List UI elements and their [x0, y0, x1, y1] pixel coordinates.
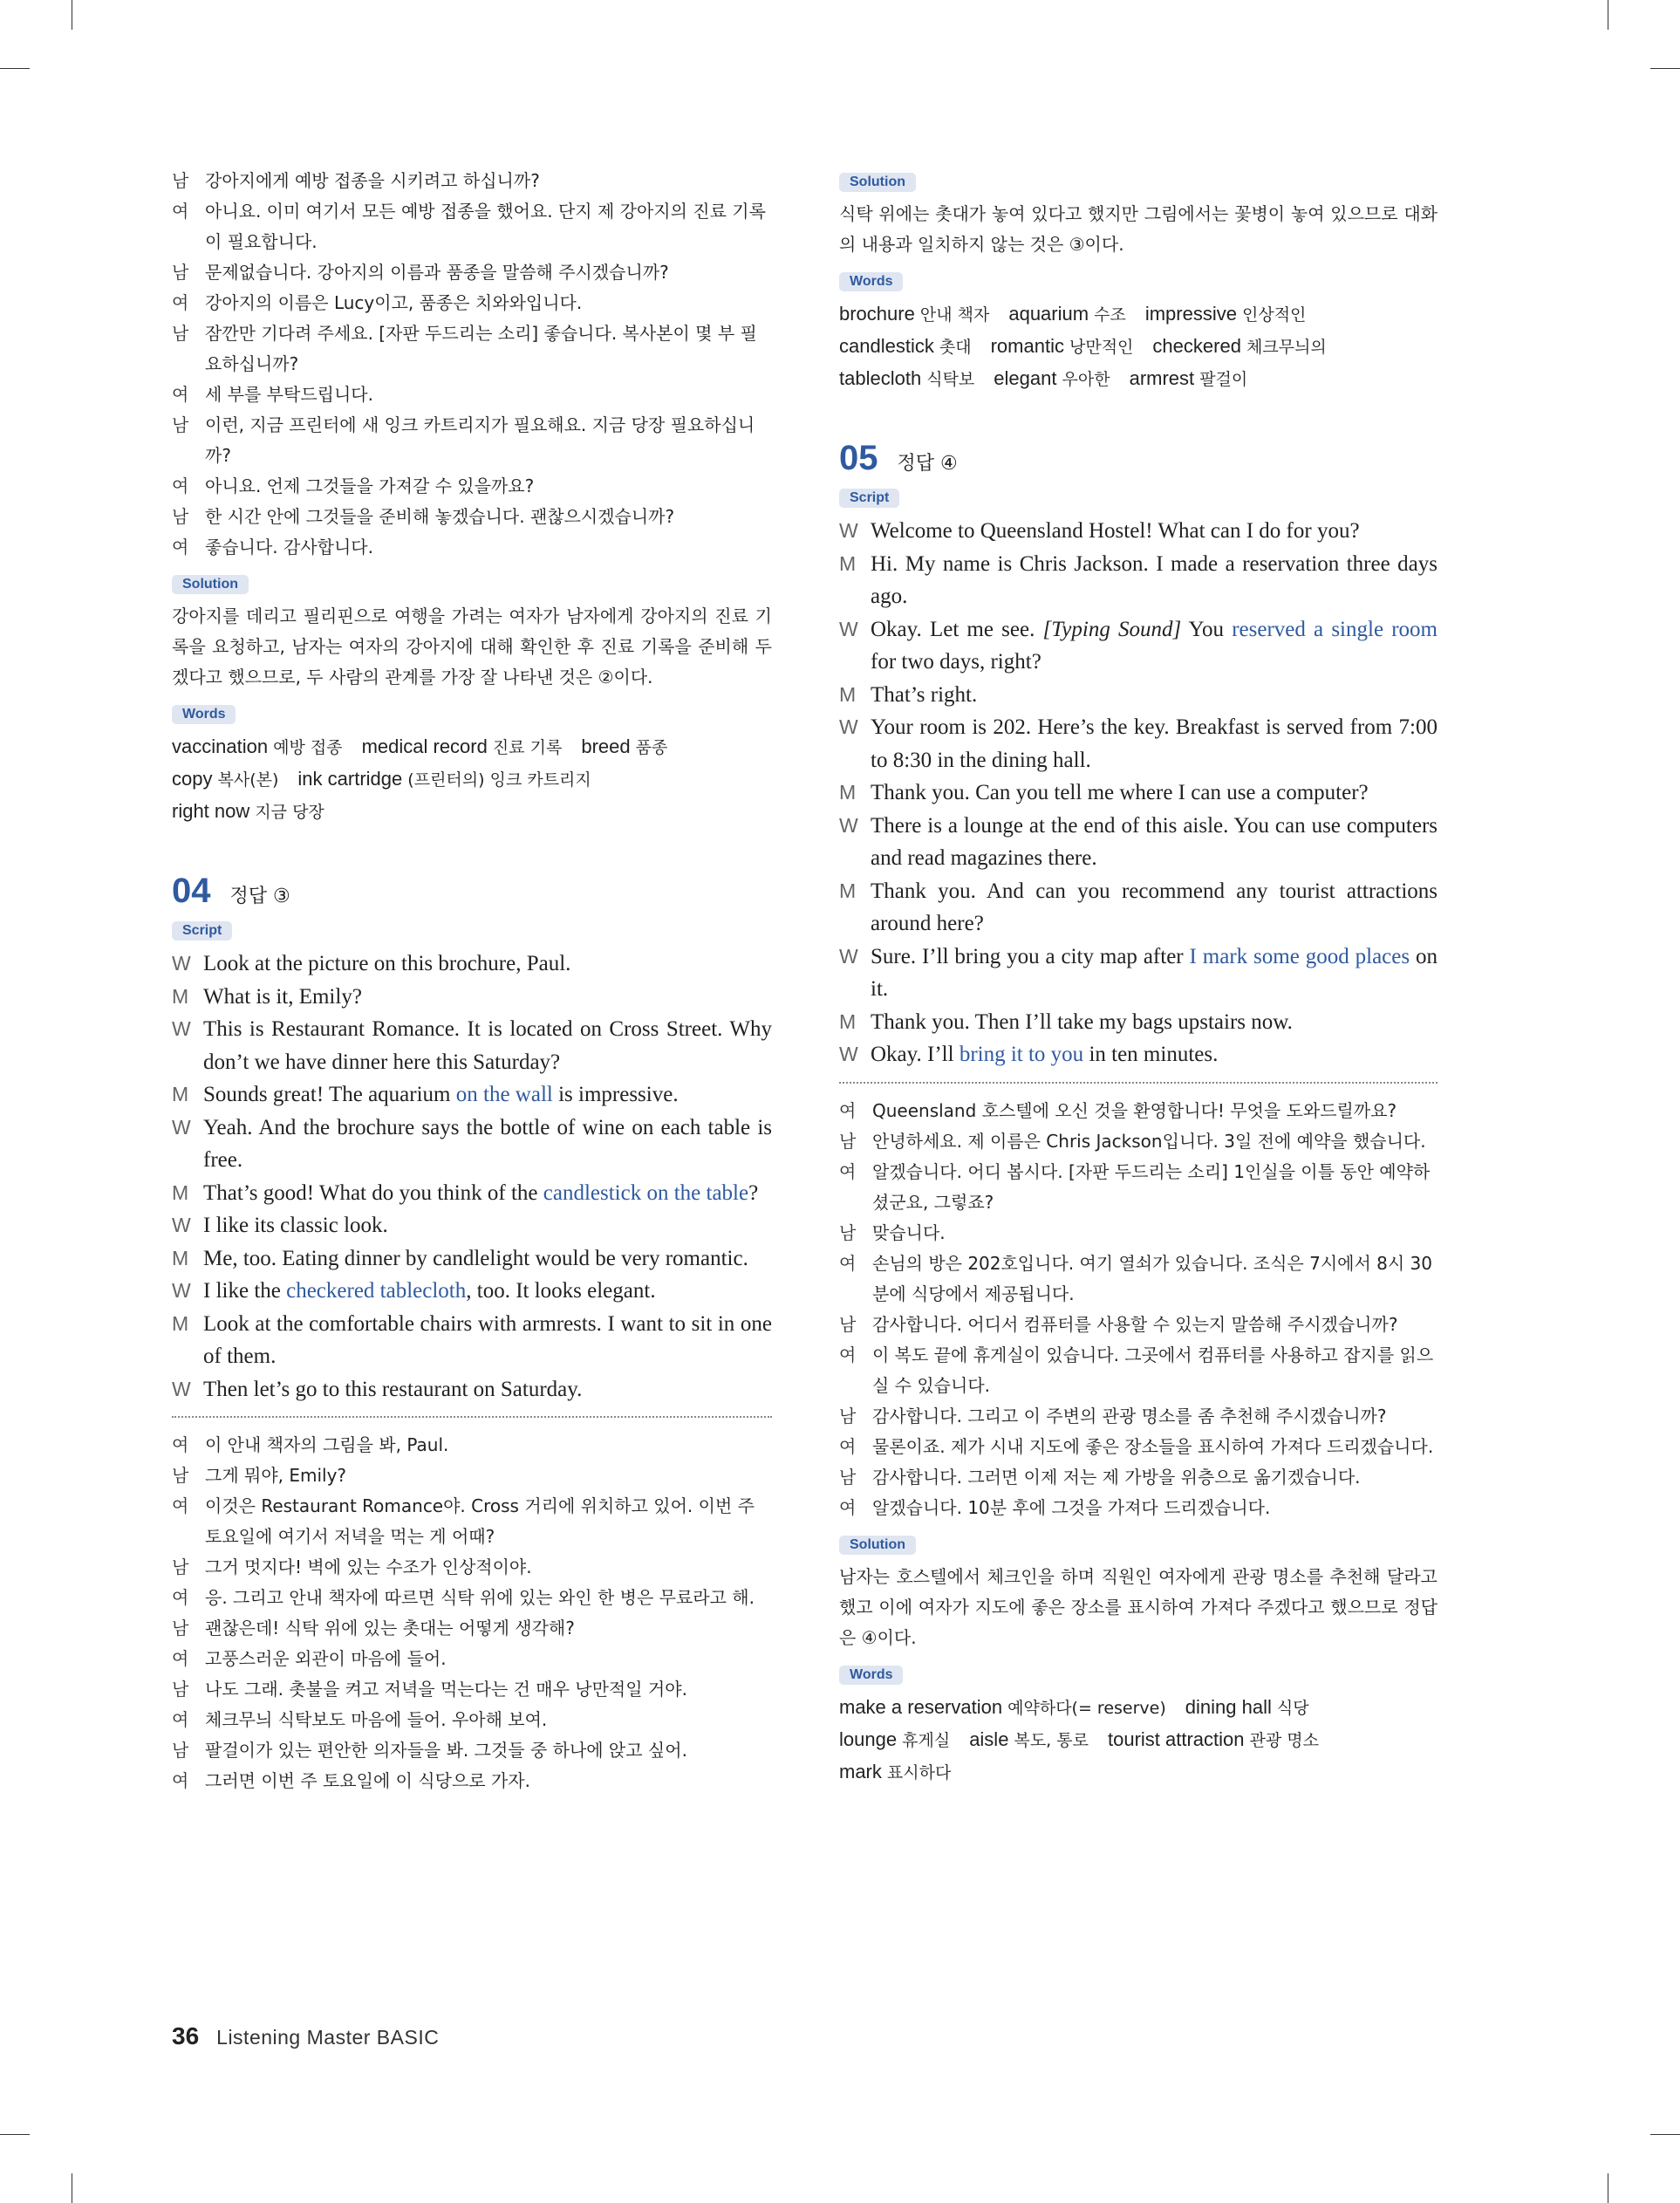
line-text: 물론이죠. 제가 시내 지도에 좋은 장소들을 표시하여 가져다 드리겠습니다. — [872, 1435, 1434, 1457]
line-text: 맞습니다. — [872, 1221, 946, 1243]
dialog-line — [172, 410, 772, 471]
word-korean: 진료 기록 — [487, 738, 563, 757]
line-text: Look at the comfortable chairs with armrests. I want to sit in one of them. — [203, 1311, 772, 1368]
crop-mark — [1650, 68, 1680, 69]
speaker-label: W — [839, 813, 858, 837]
speaker-label: M — [839, 879, 857, 902]
speaker-label: M — [839, 781, 857, 804]
line-text: Okay. Let me see. — [871, 617, 1043, 641]
speaker-label: M — [839, 551, 857, 575]
dialog-line — [172, 1430, 772, 1461]
line-text: 알겠습니다. 10분 후에 그것을 가져다 드리겠습니다. — [872, 1496, 1271, 1518]
line-text: 이 안내 책자의 그림을 봐, Paul. — [205, 1434, 449, 1455]
line-text: What is it, Emily? — [203, 984, 362, 1009]
speaker-label: 여 — [172, 384, 189, 405]
speaker-label: 여 — [839, 1160, 857, 1182]
dialog-line — [172, 1613, 772, 1644]
line-text: 한 시간 안에 그것들을 준비해 놓겠습니다. 괜찮으시겠습니까? — [205, 506, 675, 527]
line-text: 잠깐만 기다려 주세요. [자판 두드리는 소리] 좋습니다. 복사본이 몇 부 필요하십니까? — [205, 323, 757, 374]
dialog-line — [839, 1096, 1438, 1126]
word-korean: 인상적인 — [1236, 305, 1307, 325]
dialog-line — [172, 257, 772, 288]
dialog-line — [172, 532, 772, 563]
script-line — [172, 1242, 772, 1276]
word-korean: 팔걸이 — [1194, 370, 1248, 389]
line-text: I like the — [203, 1279, 287, 1303]
dialog-line — [839, 1157, 1438, 1218]
speaker-label: W — [172, 1017, 191, 1040]
speaker-label: 남 — [839, 1221, 857, 1243]
word-english: brochure — [839, 303, 915, 325]
word-korean: 낭만적인 — [1063, 338, 1134, 357]
word-english: tourist attraction — [1107, 1728, 1245, 1750]
line-text: 문제없습니다. 강아지의 이름과 품종을 말씀해 주시겠습니까? — [205, 262, 669, 283]
line-text: Thank you. And can you recommend any tourist attractions around here? — [871, 879, 1438, 935]
speaker-label: 여 — [172, 1434, 189, 1455]
line-text: That’s good! What do you think of the — [203, 1180, 543, 1205]
solution-text: 식탁 위에는 촛대가 놓여 있다고 했지만 그림에서는 꽃병이 놓여 있으므로 대화의 내용과 일치하지 않는 것은 ③이다. — [839, 203, 1438, 255]
highlighted-text: checkered tablecloth — [286, 1279, 467, 1303]
line-text: This is Restaurant Romance. It is located on Cross Street. Why don’t we have dinner here this Saturday? — [203, 1017, 772, 1074]
script-line — [172, 1112, 772, 1177]
speaker-label: W — [172, 952, 191, 975]
dialog-line — [172, 1583, 772, 1613]
line-text: That’s right. — [871, 682, 978, 707]
speaker-label: W — [172, 1214, 191, 1236]
line-text: 그러면 이번 주 토요일에 이 식당으로 가자. — [205, 1770, 530, 1791]
dialog-line — [839, 1310, 1438, 1340]
script-line — [172, 1013, 772, 1078]
highlighted-text: candlestick on the table — [543, 1180, 749, 1205]
dialog-line — [839, 1218, 1438, 1249]
line-text: 감사합니다. 그리고 이 주변의 관광 명소를 좀 추천해 주시겠습니까? — [872, 1405, 1387, 1426]
speaker-label: 남 — [172, 170, 189, 191]
words-line — [172, 796, 772, 828]
word-korean: (프린터의) 잉크 카트리지 — [402, 770, 591, 790]
word-english: tablecloth — [839, 367, 922, 389]
line-text: 나도 그래. 촛불을 켜고 저녁을 먹는다는 건 매우 낭만적일 거야. — [205, 1679, 687, 1700]
word-korean: 촛대 — [933, 338, 972, 357]
word-korean: 식탁보 — [921, 370, 975, 389]
page-number: 36 — [172, 2022, 200, 2049]
script-line — [172, 981, 772, 1014]
line-text: 좋습니다. 감사합니다. — [205, 537, 373, 558]
dialog-line — [839, 1401, 1438, 1432]
line-text: Sure. I’ll bring you a city map after — [871, 944, 1190, 968]
words-list — [839, 298, 1438, 395]
speaker-label: 남 — [839, 1313, 857, 1335]
word-english: medical record — [361, 735, 488, 757]
dialog-line — [839, 1493, 1438, 1523]
line-text: Okay. I’ll — [871, 1043, 960, 1066]
words-line — [172, 763, 772, 796]
line-text: Thank you. Then I’ll take my bags upstairs now. — [871, 1009, 1293, 1034]
english-script-04 — [172, 948, 772, 1406]
line-text: Then let’s go to this restaurant on Saturday. — [203, 1377, 583, 1401]
script-line — [172, 1373, 772, 1406]
solution-text: 남자는 호스텔에서 체크인을 하며 직원인 여자에게 관광 명소를 추천해 달라고 했고 이에 여자가 지도에 좋은 장소를 표시하여 가져다 주겠다고 했으므로 정답은 ④이다. — [839, 1565, 1438, 1648]
line-text: 강아지의 이름은 Lucy이고, 품종은 치와와입니다. — [205, 292, 583, 313]
line-text: 아니요. 언제 그것들을 가져갈 수 있을까요? — [205, 475, 535, 496]
word-english: impressive — [1144, 303, 1237, 325]
speaker-label: M — [172, 984, 189, 1008]
word-korean: 식당 — [1271, 1698, 1309, 1718]
line-text: , too. It looks elegant. — [466, 1279, 656, 1303]
speaker-label: 남 — [839, 1130, 857, 1152]
script-line — [839, 941, 1438, 1006]
speaker-label: 남 — [172, 262, 189, 283]
korean-dialog-05 — [839, 1096, 1438, 1523]
line-text: Welcome to Queensland Hostel! What can I do for you? — [871, 519, 1360, 543]
word-english: vaccination — [172, 735, 269, 757]
word-korean: 휴게실 — [897, 1730, 951, 1750]
speaker-label: 여 — [839, 1252, 857, 1274]
speaker-label: 남 — [172, 1465, 189, 1486]
answer-label: 정답 ③ — [229, 886, 290, 907]
word-english: aquarium — [1008, 303, 1089, 325]
words-line — [839, 1724, 1438, 1756]
question-header-04 — [172, 872, 772, 911]
speaker-label: 여 — [172, 537, 189, 558]
word-korean: 복사(본) — [212, 770, 279, 790]
line-text: for two days, right? — [871, 650, 1041, 674]
dialog-line — [172, 1766, 772, 1796]
script-line — [172, 1308, 772, 1373]
dialog-line — [172, 471, 772, 502]
word-korean: 체크무늬의 — [1240, 338, 1327, 357]
line-text: 감사합니다. 어디서 컴퓨터를 사용할 수 있는지 말씀해 주시겠습니까? — [872, 1313, 1398, 1335]
dialog-line — [839, 1462, 1438, 1493]
dialog-line — [839, 1126, 1438, 1157]
speaker-label: W — [839, 617, 858, 640]
line-text: 그게 뭐야, Emily? — [205, 1465, 347, 1486]
line-text: on it. — [871, 944, 1438, 1001]
speaker-label: M — [172, 1311, 189, 1335]
word-english: breed — [581, 735, 631, 757]
speaker-label: 남 — [172, 1556, 189, 1577]
highlighted-text: on the wall — [455, 1083, 553, 1106]
words-tag: Words — [839, 1666, 903, 1685]
line-text: 감사합니다. 그러면 이제 저는 제 가방을 위층으로 옮기겠습니다. — [872, 1466, 1361, 1488]
script-line — [839, 548, 1438, 613]
question-header-05 — [839, 439, 1438, 478]
speaker-label: W — [172, 1115, 191, 1139]
speaker-label: 남 — [172, 506, 189, 527]
crop-mark — [1650, 2134, 1680, 2135]
word-korean: 관광 명소 — [1244, 1730, 1319, 1750]
speaker-label: M — [172, 1083, 189, 1105]
word-english: make a reservation — [839, 1695, 1003, 1718]
line-text: There is a lounge at the end of this aisle. You can use computers and read magazines there. — [871, 813, 1438, 870]
word-korean: 안내 책자 — [914, 305, 990, 325]
line-text: Queensland 호스텔에 오신 것을 환영합니다! 무엇을 도와드릴까요? — [872, 1099, 1397, 1121]
dialog-line — [172, 1491, 772, 1552]
speaker-label: 남 — [172, 1679, 189, 1700]
words-line — [839, 363, 1438, 395]
crop-mark — [0, 68, 30, 69]
dialog-line — [172, 1644, 772, 1674]
line-text: 아니요. 이미 여기서 모든 예방 접종을 했어요. 단지 제 강아지의 진료 기록이 필요합니다. — [205, 201, 766, 252]
dialog-line — [172, 1735, 772, 1766]
line-text: 팔걸이가 있는 편안한 의자들을 봐. 그것들 중 하나에 앉고 싶어. — [205, 1740, 687, 1761]
crop-mark — [0, 2134, 30, 2135]
speaker-label: 여 — [172, 475, 189, 496]
line-text: 이런, 지금 프린터에 새 잉크 카트리지가 필요해요. 지금 당장 필요하십니까? — [205, 414, 755, 466]
dialog-line — [839, 1432, 1438, 1462]
speaker-label: M — [172, 1180, 189, 1204]
highlighted-text: bring it to you — [959, 1043, 1084, 1066]
script-line — [172, 948, 772, 981]
word-english: candlestick — [839, 335, 934, 357]
line-text: Look at the picture on this brochure, Paul. — [203, 952, 571, 975]
word-korean: 복도, 통로 — [1008, 1730, 1089, 1750]
script-line — [839, 810, 1438, 875]
speaker-label: 남 — [172, 414, 189, 435]
speaker-label: 여 — [172, 1770, 189, 1791]
right-column — [839, 166, 1438, 1789]
line-text: Your room is 202. Here’s the key. Breakfast is served from 7:00 to 8:30 in the dining hall. — [871, 715, 1438, 772]
word-english: checkered — [1152, 335, 1241, 357]
word-english: dining hall — [1185, 1695, 1272, 1718]
line-text: 응. 그리고 안내 책자에 따르면 식탁 위에 있는 와인 한 병은 무료라고 해. — [205, 1587, 755, 1608]
speaker-label: W — [839, 715, 858, 738]
word-korean: 품종 — [630, 738, 668, 757]
question-number: 05 — [839, 439, 878, 477]
word-korean: 표시하다 — [881, 1762, 952, 1782]
line-text: Hi. My name is Chris Jackson. I made a reservation three days ago. — [871, 551, 1438, 608]
speaker-label: 여 — [839, 1099, 857, 1121]
script-line — [172, 1177, 772, 1210]
line-text: ? — [748, 1180, 759, 1205]
line-text: 체크무늬 식탁보도 마음에 들어. 우아해 보여. — [205, 1709, 548, 1730]
script-line — [839, 777, 1438, 810]
script-line — [839, 679, 1438, 712]
script-tag: Script — [839, 489, 899, 508]
script-line — [839, 1006, 1438, 1039]
speaker-label: 남 — [839, 1405, 857, 1426]
line-text: 이 복도 끝에 휴게실이 있습니다. 그곳에서 컴퓨터를 사용하고 잡지를 읽으실 수 있습니다. — [872, 1344, 1434, 1396]
line-text: [Typing Sound] — [1042, 617, 1182, 641]
words-tag: Words — [172, 705, 236, 724]
page-footer — [172, 2022, 439, 2050]
word-english: romantic — [990, 335, 1064, 357]
word-korean: 예방 접종 — [268, 738, 343, 757]
line-text: 괜찮은데! 식탁 위에 있는 촛대는 어떻게 생각해? — [205, 1618, 575, 1639]
line-text: 세 부를 부탁드립니다. — [205, 384, 373, 405]
script-line — [839, 875, 1438, 941]
dialog-line — [839, 1340, 1438, 1401]
script-line — [172, 1078, 772, 1112]
speaker-label: 여 — [172, 1709, 189, 1730]
words-line — [839, 1756, 1438, 1789]
dialog-line — [172, 1705, 772, 1735]
speaker-label: W — [839, 944, 858, 968]
speaker-label: W — [839, 1043, 858, 1065]
dialog-line — [172, 318, 772, 380]
words-line — [839, 298, 1438, 331]
word-korean: 예약하다(= reserve) — [1002, 1698, 1166, 1718]
script-tag: Script — [172, 921, 232, 941]
line-text: is impressive. — [552, 1083, 679, 1106]
line-text: in ten minutes. — [1083, 1043, 1219, 1066]
speaker-label: 여 — [172, 1648, 189, 1669]
line-text: 알겠습니다. 어디 봅시다. [자판 두드리는 소리] 1인실을 이틀 동안 예약하셨군요, 그렇죠? — [872, 1160, 1431, 1213]
speaker-label: 남 — [839, 1466, 857, 1488]
dialog-line — [172, 1461, 772, 1491]
word-korean: 수조 — [1089, 305, 1126, 325]
speaker-label: 여 — [172, 201, 189, 222]
speaker-label: 여 — [839, 1344, 857, 1365]
word-english: mark — [839, 1760, 882, 1782]
words-line — [839, 331, 1438, 363]
script-line — [839, 711, 1438, 777]
line-text: Thank you. Can you tell me where I can use a computer? — [871, 781, 1369, 804]
word-english: armrest — [1129, 367, 1195, 389]
dialog-line — [172, 166, 772, 196]
line-text: 손님의 방은 202호입니다. 여기 열쇠가 있습니다. 조식은 7시에서 8시 30분에 식당에서 제공됩니다. — [872, 1252, 1433, 1304]
speaker-label: M — [172, 1246, 189, 1269]
speaker-label: M — [839, 682, 857, 706]
solution-tag: Solution — [839, 1536, 916, 1555]
script-line — [172, 1275, 772, 1308]
answer-label: 정답 ④ — [897, 453, 958, 475]
solution-text: 강아지를 데리고 필리핀으로 여행을 가려는 여자가 남자에게 강아지의 진료 기록을 요청하고, 남자는 여자의 강아지에 대해 확인한 후 진료 기록을 준비해 두겠다고 했으므로, 두 사람의 관계를 가장 잘 나타낸 것은 ②이다. — [172, 605, 772, 688]
words-list — [172, 731, 772, 828]
speaker-label: 남 — [172, 1740, 189, 1761]
words-line — [839, 1692, 1438, 1724]
speaker-label: 남 — [172, 323, 189, 344]
speaker-label: 남 — [172, 1618, 189, 1639]
line-text: 고풍스러운 외관이 마음에 들어. — [205, 1648, 447, 1669]
script-line — [839, 515, 1438, 548]
words-tag: Words — [839, 272, 903, 291]
line-text: Sounds great! The aquarium — [203, 1083, 456, 1106]
korean-dialog-03 — [172, 166, 772, 563]
highlighted-text: reserved a single room — [1232, 617, 1438, 641]
word-english: right now — [172, 800, 250, 822]
dotted-divider — [172, 1416, 772, 1418]
line-text: 강아지에게 예방 접종을 시키려고 하십니까? — [205, 170, 540, 191]
korean-dialog-04 — [172, 1430, 772, 1796]
line-text: Me, too. Eating dinner by candlelight would be very romantic. — [203, 1246, 748, 1270]
speaker-label: M — [839, 1009, 857, 1033]
dotted-divider — [839, 1082, 1438, 1084]
dialog-line — [172, 502, 772, 532]
solution-tag: Solution — [839, 173, 916, 192]
line-text: 안녕하세요. 제 이름은 Chris Jackson입니다. 3일 전에 예약을 했습니다. — [872, 1130, 1426, 1152]
english-script-05 — [839, 515, 1438, 1071]
speaker-label: 여 — [172, 1587, 189, 1608]
left-column — [172, 166, 772, 1796]
script-line — [839, 1038, 1438, 1071]
words-line — [172, 731, 772, 763]
word-english: aisle — [969, 1728, 1009, 1750]
word-english: ink cartridge — [297, 768, 403, 790]
highlighted-text: I mark some good places — [1189, 944, 1410, 968]
dialog-line — [172, 380, 772, 410]
script-line — [172, 1209, 772, 1242]
dialog-line — [172, 196, 772, 257]
speaker-label: 여 — [172, 1495, 189, 1516]
line-text: Yeah. And the brochure says the bottle of wine on each table is free. — [203, 1115, 772, 1172]
word-korean: 우아한 — [1056, 370, 1110, 389]
word-english: lounge — [839, 1728, 898, 1750]
speaker-label: 여 — [172, 292, 189, 313]
solution-tag: Solution — [172, 575, 249, 594]
question-number: 04 — [172, 872, 211, 910]
line-text: 이것은 Restaurant Romance야. Cross 거리에 위치하고 있어. 이번 주 토요일에 여기서 저녁을 먹는 게 어때? — [205, 1495, 755, 1547]
dialog-line — [172, 1674, 772, 1705]
speaker-label: 여 — [839, 1496, 857, 1518]
word-english: elegant — [994, 367, 1057, 389]
speaker-label: W — [172, 1279, 191, 1302]
word-korean: 지금 당장 — [249, 803, 324, 822]
book-title: Listening Master BASIC — [216, 2026, 440, 2049]
dialog-line — [172, 288, 772, 318]
script-line — [839, 613, 1438, 679]
dialog-line — [839, 1249, 1438, 1310]
line-text: 그거 멋지다! 벽에 있는 수조가 인상적이야. — [205, 1556, 532, 1577]
line-text: You — [1181, 617, 1233, 641]
word-english: copy — [172, 768, 213, 790]
line-text: I like its classic look. — [203, 1214, 388, 1237]
words-list — [839, 1692, 1438, 1789]
dialog-line — [172, 1552, 772, 1583]
speaker-label: W — [839, 519, 858, 542]
speaker-label: W — [172, 1377, 191, 1400]
speaker-label: 여 — [839, 1435, 857, 1457]
